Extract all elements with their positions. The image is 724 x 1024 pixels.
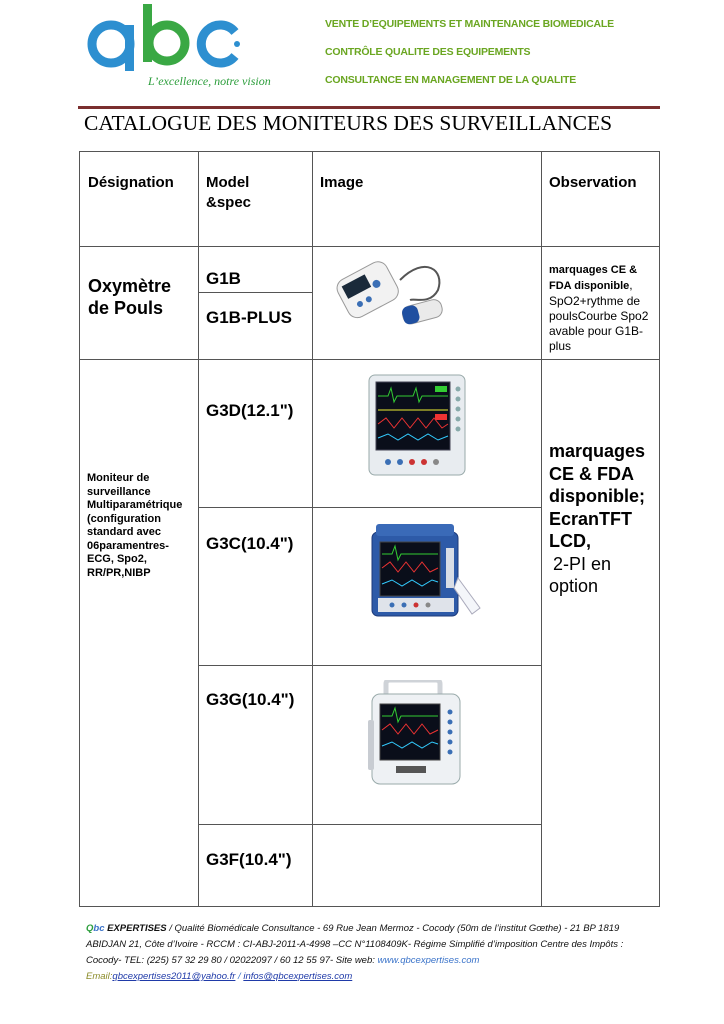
footer-line-3 bbox=[86, 953, 646, 969]
footer-website-link[interactable]: www.qbcexpertises.com bbox=[377, 955, 480, 966]
designation-oximeter: Oxymètre de Pouls bbox=[88, 276, 172, 318]
header-designation: Désignation bbox=[88, 174, 174, 191]
patient-monitor-g3d-image bbox=[368, 374, 466, 476]
observation-monitor-bold: marquages CE & FDA disponible; EcranTFT LCD, bbox=[549, 441, 646, 551]
patient-monitor-g3c-image bbox=[362, 522, 486, 622]
observation-monitor bbox=[549, 440, 657, 598]
header-rule bbox=[78, 106, 660, 109]
service-item: VENTE D’EQUIPEMENTS ET MAINTENANCE BIOMEDICALE bbox=[325, 18, 614, 30]
observation-oximeter bbox=[549, 262, 657, 354]
footer-email-label: Email: bbox=[86, 971, 113, 982]
footer bbox=[86, 921, 646, 985]
footer-email-separator: / bbox=[235, 971, 244, 982]
footer-address: / Qualité Biomédicale Consultance - 69 Rue Jean Mermoz - Cocody (50m de l’institut Gœthe) - 21 BP 1819 bbox=[166, 923, 620, 934]
model-g3c: G3C(10.4") bbox=[206, 534, 294, 553]
footer-company-bc: bc bbox=[93, 923, 105, 934]
observation-oximeter-rest: , SpO2+rythme de poulsCourbe Spo2 avable pour G1B-plus bbox=[549, 278, 649, 353]
model-g1b-plus: G1B-PLUS bbox=[206, 308, 292, 327]
catalogue-table bbox=[79, 151, 660, 907]
page-title: CATALOGUE DES MONITEURS DES SURVEILLANCES bbox=[84, 111, 613, 135]
footer-line-4 bbox=[86, 969, 646, 985]
designation-monitor: Moniteur de surveillance Multiparamétrique (configuration standard avec 06paramentres-ECG, Spo2, RR/PR,NIBP bbox=[87, 472, 183, 579]
service-item: CONSULTANCE EN MANAGEMENT DE LA QUALITE bbox=[325, 74, 576, 86]
tagline: L’excellence, notre vision bbox=[148, 74, 271, 88]
model-g3d: G3D(12.1") bbox=[206, 401, 294, 420]
qbc-logo bbox=[85, 0, 245, 75]
footer-line-1 bbox=[86, 921, 646, 937]
model-g3f: G3F(10.4") bbox=[206, 850, 292, 869]
header-observation: Observation bbox=[549, 174, 637, 191]
footer-company-q: Q bbox=[86, 923, 94, 934]
footer-email-link-1[interactable]: qbcexpertises2011@yahoo.fr bbox=[112, 971, 236, 982]
footer-phone: Cocody- TEL: (225) 57 32 29 80 / 02022097 / 60 12 55 97- Site web: bbox=[86, 955, 378, 966]
service-item: CONTRÔLE QUALITE DES EQUIPEMENTS bbox=[325, 46, 531, 58]
patient-monitor-g3g-image bbox=[366, 680, 468, 790]
model-g3g: G3G(10.4") bbox=[206, 690, 295, 709]
header-model: Model &spec bbox=[206, 174, 252, 211]
footer-line-2: ABIDJAN 21, Côte d’Ivoire - RCCM : CI-ABJ-2011-A-4998 –CC N°1108409K- Régime Simplifié d’imposition Centre des Impôts : bbox=[86, 939, 624, 950]
footer-company-rest: EXPERTISES bbox=[104, 923, 167, 934]
observation-monitor-rest: 2-PI en option bbox=[549, 553, 612, 596]
services-list bbox=[325, 17, 705, 101]
footer-email-link-2[interactable]: infos@qbcexpertises.com bbox=[243, 971, 353, 982]
model-g1b: G1B bbox=[206, 269, 241, 288]
header-image: Image bbox=[320, 174, 364, 191]
observation-oximeter-bold: marquages CE & FDA disponible bbox=[549, 264, 638, 292]
pulse-oximeter-image bbox=[330, 250, 450, 334]
